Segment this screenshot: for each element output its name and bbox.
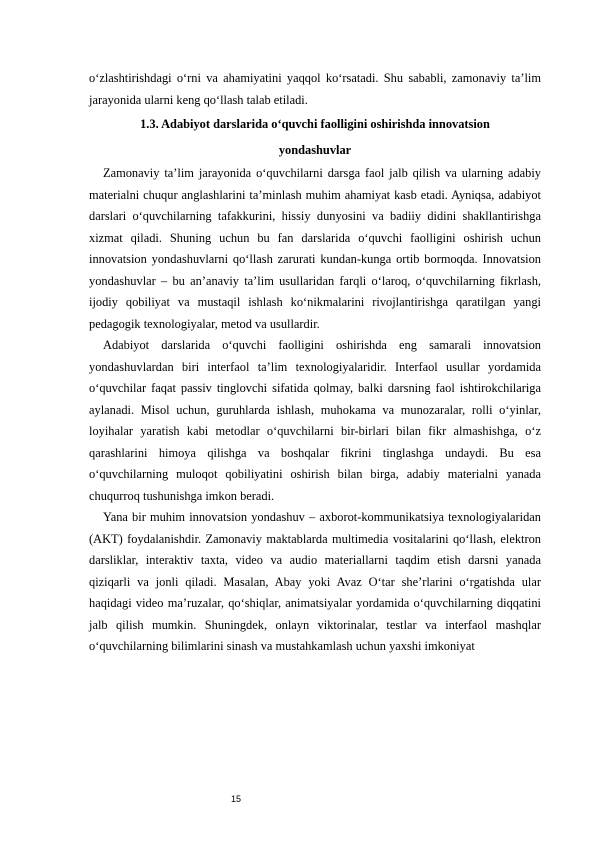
- document-page: [89, 68, 541, 658]
- body-paragraph-2: Adabiyot darslarida o‘quvchi faolligini oshirishda eng samarali innovatsion yondashuvlardan biri interfaol ta’lim texnologiyalaridir. Interfaol usullar yordamida o‘quvchilar faqat passiv tinglovchi sifatida qolmay, balki darsning faol ishtirokchilariga aylanadi. Misol uchun, guruhlarda ishlash, muhokama va munozaralar, rolli o‘yinlar, loyihalar yaratish kabi metodlar o‘quvchilarni bir-birlari bilan fikr almashishga, o‘z qarashlarini himoya qilishga va boshqalar fikrini tinglashga undaydi. Bu esa o‘quvchilarning muloqot qobiliyatini oshirish bilan birga, adabiy materialni yanada chuqurroq tushunishga imkon beradi.: [89, 338, 541, 503]
- body-paragraph-3: Yana bir muhim innovatsion yondashuv – axborot-kommunikatsiya texnologiyalaridan (AKT) foydalanishdir. Zamonaviy maktablarda multimedia vositalarini qo‘llash, elektron darsliklar, interaktiv taxta, video va audio materiallarni taqdim etish darsni yanada qiziqarli va jonli qiladi. Masalan, Abay yoki Avaz O‘tar she’rlarini o‘rgatishda ular haqidagi video ma’ruzalar, qo‘shiqlar, animatsiyalar yordamida o‘quvchilarning diqqatini jalb qilish mumkin. Shuningdek, onlayn viktorinalar, testlar va interfaol mashqlar o‘quvchilarning bilimlarini sinash va mustahkamlash uchun yaxshi imkoniyat: [89, 510, 541, 653]
- intro-paragraph: o‘zlashtirishdagi o‘rni va ahamiyatini yaqqol ko‘rsatadi. Shu sababli, zamonaviy ta’lim jarayonida ularni keng qo‘llash talab etiladi.: [89, 71, 541, 107]
- body-paragraph-1: Zamonaviy ta’lim jarayonida o‘quvchilarni darsga faol jalb qilish va ularning adabiy materialni chuqur anglashlarini ta’minlash muhim ahamiyat kasb etadi. Ayniqsa, adabiyot darslari o‘quvchilarning tafakkurini, hissiy dunyosini va badiiy didini shakllantirishga xizmat qiladi. Shuning uchun bu fan darslarida o‘quvchi faolligini oshirish uchun innovatsion yondashuvlarni qo‘llash zarurati kundan-kunga ortib bormoqda. Innovatsion yondashuvlar – bu an’anaviy ta’lim usullaridan farqli o‘laroq, o‘quvchilarning fikrlash, ijodiy qobiliyat va mustaqil ishlash ko‘nikmalarini rivojlantirishga qaratilgan yangi pedagogik texnologiyalar, metod va usullardir.: [89, 166, 541, 331]
- page-number: 15: [231, 794, 242, 804]
- section-heading: [89, 111, 541, 163]
- section-heading-line-1: 1.3. Adabiyot darslarida o‘quvchi faolligini oshirishda innovatsion: [140, 117, 490, 131]
- section-heading-line-2: yondashuvlar: [278, 143, 352, 157]
